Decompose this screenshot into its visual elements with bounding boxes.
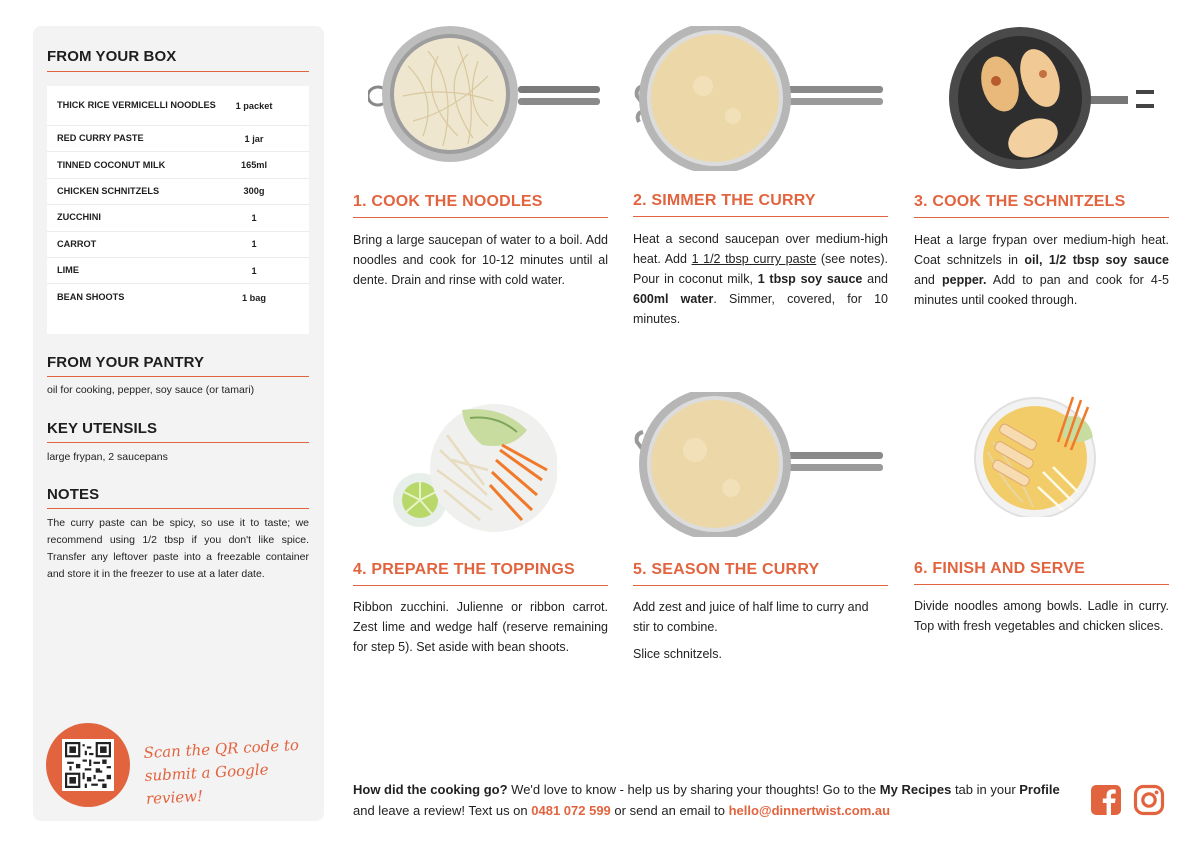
step-4-text: Ribbon zucchini. Julienne or ribbon carrot. Zest lime and wedge half (reserve remaining for step 5). Set aside with bean shoots. bbox=[353, 600, 608, 654]
email-link[interactable]: hello@dinnertwist.com.au bbox=[728, 803, 891, 818]
notes-heading: NOTES bbox=[47, 486, 100, 503]
ingredient-row: BEAN SHOOTS 1 bag bbox=[57, 292, 266, 303]
ingredient-row: LIME 1 bbox=[47, 258, 309, 284]
ingredient-row: THICK RICE VERMICELLI NOODLES 1 packet bbox=[47, 86, 309, 126]
step-3-title: 3. COOK THE SCHNITZELS bbox=[914, 193, 1126, 210]
toppings-image bbox=[392, 400, 557, 535]
profile-link[interactable]: Profile bbox=[1019, 782, 1060, 797]
divider bbox=[914, 217, 1169, 218]
phone-link[interactable]: 0481 072 599 bbox=[531, 803, 611, 818]
schnitzels-frypan-image bbox=[948, 26, 1163, 171]
ingredient-row: RED CURRY PASTE 1 jar bbox=[47, 126, 309, 152]
utensils-text: large frypan, 2 saucepans bbox=[47, 451, 168, 463]
key-utensils-heading: KEY UTENSILS bbox=[47, 420, 158, 437]
divider bbox=[47, 376, 309, 377]
ingredient-row: CHICKEN SCHNITZELS 300g bbox=[47, 179, 309, 205]
divider bbox=[633, 585, 888, 586]
ingredient-row: ZUCCHINI 1 bbox=[47, 205, 309, 231]
divider bbox=[914, 584, 1169, 585]
ingredient-row: CARROT 1 bbox=[47, 232, 309, 258]
qr-caption: Scan the QR code to submit a Google review! bbox=[143, 735, 300, 808]
step-2-text: Heat a second saucepan over medium-high heat. Add 1 1/2 tbsp curry paste (see notes). Pour in coconut milk, 1 tbsp soy sauce and 600ml water. Simmer, covered, for 10 minutes. bbox=[633, 232, 888, 326]
divider bbox=[633, 216, 888, 217]
divider bbox=[47, 508, 309, 509]
notes-text: The curry paste can be spicy, so use it to taste; we recommend using 1/2 tbsp if you don't like spice. Transfer any leftover paste into a freezable container and store it in the freezer to use at a later date. bbox=[47, 517, 309, 580]
step-6-text: Divide noodles among bowls. Ladle in curry. Top with fresh vegetables and chicken slices. bbox=[914, 599, 1169, 633]
box-ingredients-table bbox=[47, 86, 309, 334]
step-5-text: Add zest and juice of half lime to curry and stir to combine. Slice schnitzels. bbox=[633, 600, 869, 661]
divider bbox=[47, 442, 309, 443]
my-recipes-link[interactable]: My Recipes bbox=[879, 782, 952, 797]
qr-badge[interactable] bbox=[46, 723, 130, 807]
step-1-text: Bring a large saucepan of water to a boil. Add noodles and cook for 10-12 minutes until al dente. Drain and rinse with cold water. bbox=[353, 233, 608, 287]
feedback-footer: How did the cooking go? We'd love to know - help us by sharing your thoughts! Go to the My Recipes tab in your Profile and leave a review! Text us on 0481 072 599 or send an email to hello@dinnertwist.com.au bbox=[353, 782, 1060, 818]
curry-saucepan-image bbox=[633, 26, 883, 171]
instagram-icon[interactable] bbox=[1133, 784, 1165, 816]
finished-dish-image bbox=[963, 392, 1113, 517]
step-4-title: 4. PREPARE THE TOPPINGS bbox=[353, 561, 575, 578]
facebook-icon[interactable] bbox=[1090, 784, 1122, 816]
from-your-box-heading: FROM YOUR BOX bbox=[47, 48, 177, 65]
step-6-title: 6. FINISH AND SERVE bbox=[914, 560, 1085, 577]
from-your-pantry-heading: FROM YOUR PANTRY bbox=[47, 354, 205, 371]
divider bbox=[47, 71, 309, 72]
ingredient-row: TINNED COCONUT MILK 165ml bbox=[47, 152, 309, 178]
pantry-text: oil for cooking, pepper, soy sauce (or tamari) bbox=[47, 384, 255, 396]
divider bbox=[353, 585, 608, 586]
ingredients-sidebar bbox=[33, 26, 324, 821]
qr-code-icon[interactable] bbox=[62, 739, 114, 791]
divider bbox=[353, 217, 608, 218]
step-2-title: 2. SIMMER THE CURRY bbox=[633, 192, 816, 209]
step-5-title: 5. SEASON THE CURRY bbox=[633, 561, 820, 578]
step-3-text: Heat a large frypan over medium-high heat. Coat schnitzels in oil, 1/2 tbsp soy sauce and pepper. Add to pan and cook for 4-5 minutes until cooked through. bbox=[914, 233, 1169, 307]
step-1-title: 1. COOK THE NOODLES bbox=[353, 193, 543, 210]
noodles-colander-image bbox=[368, 26, 603, 171]
season-curry-image bbox=[633, 392, 883, 537]
